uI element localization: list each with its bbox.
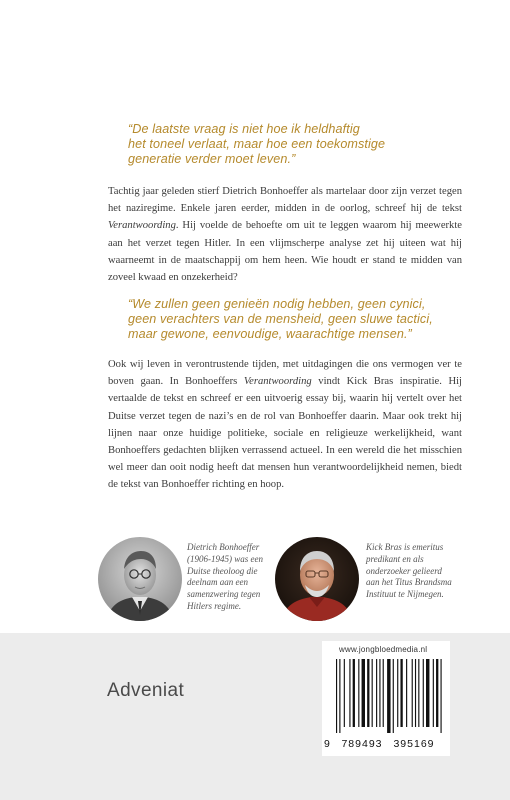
book-title-italic: Verantwoording	[243, 376, 312, 388]
body-paragraph	[108, 356, 462, 494]
bonhoeffer-bio-line: samenzwering tegen	[187, 589, 261, 600]
barcode-bar	[336, 659, 337, 733]
barcode-bar	[406, 659, 407, 727]
kick-bras-bio-line: Kick Bras is emeritus	[366, 542, 444, 552]
publisher-url: www.jongbloedmedia.nl	[339, 645, 428, 654]
bonhoeffer-bio	[187, 542, 287, 613]
barcode-bar	[412, 659, 413, 727]
barcode-bar	[379, 659, 380, 727]
isbn-group-right: 395169	[393, 738, 435, 750]
bonhoeffer-bio-line: Dietrich Bonhoeffer	[187, 542, 260, 552]
barcode-bar	[418, 659, 419, 727]
pull-quote-2-line: geen verachters van de mensheid, geen sluwe tactici,	[128, 312, 433, 326]
barcode-bar	[349, 659, 350, 727]
barcode-bar	[397, 659, 398, 727]
bonhoeffer-portrait-image	[98, 537, 182, 621]
barcode-bar	[400, 659, 402, 727]
barcode-bar	[383, 659, 384, 727]
intro-paragraph-text: Tachtig jaar geleden stierf Dietrich Bonhoeffer als martelaar door zijn verzet tegen het naziregime. Enkele jaren eerder, midden in de oorlog, schreef hij de tekst	[108, 186, 462, 215]
barcode-bar	[441, 659, 442, 733]
bonhoeffer-bio-line: Duitse theoloog die	[187, 565, 258, 576]
kick-bras-portrait	[275, 537, 359, 621]
pull-quote-1	[128, 122, 468, 167]
barcode-bar	[376, 659, 377, 727]
publisher-logo: Adveniat	[107, 680, 185, 701]
intro-paragraph-text: . Hij voelde de behoefte om uit te leggen waarom hij meewerkte aan het verzet tegen Hitler. In een vlijmscherpe analyse zet hij uiteen wat hij waarneemt in de maatschappij om hem heen. Wie houdt er stand te midden van zoveel kwaad en onzekerheid?	[108, 220, 462, 284]
barcode-bar	[362, 659, 365, 727]
bonhoeffer-portrait	[98, 537, 182, 621]
kick-bras-bio-line: onderzoeker gelieerd	[366, 565, 442, 576]
barcode-bar	[433, 659, 434, 727]
barcode-bar	[372, 659, 373, 727]
barcode-bar	[353, 659, 355, 727]
barcode-bar	[423, 659, 424, 727]
barcode-bar	[358, 659, 359, 727]
intro-paragraph	[108, 183, 462, 286]
barcode-bar	[339, 659, 340, 733]
bonhoeffer-bio-line: deelnam aan een	[187, 577, 248, 588]
barcode-bar	[344, 659, 345, 727]
body-paragraph-text: vindt Kick Bras inspiratie. Hij vertaalde de tekst en schreef er een uitvoerig essay bij, waarin hij vertelt over het Duitse verzet tegen de nazi’s en de rol van Bonhoeffer daarin. Maar ook trekt hij lijnen naar onze huidige politieke, sociale en religieuze werkelijkheid, want Bonhoeffers gedachten blijken verrassend actueel. In een wereld die het misschien wel meer dan ooit nodig heeft dat mensen hun verantwoordelijkheid nemen, biedt de tekst van Bonhoeffer richting en hoop.	[108, 376, 462, 491]
pull-quote-1-line: “De laatste vraag is niet hoe ik heldhaftig	[128, 122, 360, 136]
isbn-lead-digit: 9	[324, 738, 330, 750]
kick-bras-bio-line: Instituut te Nijmegen.	[366, 589, 444, 600]
barcode-bar	[436, 659, 438, 727]
pull-quote-1-line: het toneel verlaat, maar hoe een toekomstige	[128, 137, 386, 151]
body-paragraph-text: Ook wij leven in verontrustende tijden, met uitdagingen die ons vermogen ver te boven gaan. In Bonhoeffers	[108, 359, 462, 388]
kick-bras-bio-line: predikant en als	[366, 553, 424, 564]
barcode-bar	[393, 659, 394, 733]
pull-quote-2	[128, 297, 468, 342]
bonhoeffer-bio-line: (1906-1945) was een	[187, 553, 263, 564]
book-title-italic: Verantwoording	[108, 220, 176, 232]
pull-quote-2-line: maar gewone, eenvoudige, waarachtige mensen.”	[128, 327, 412, 341]
kick-bras-portrait-image	[275, 537, 359, 621]
barcode-bar	[426, 659, 429, 727]
bonhoeffer-bio-line: Hitlers regime.	[187, 600, 242, 611]
isbn-number	[324, 738, 450, 750]
kick-bras-bio-line: aan het Titus Brandsma	[366, 577, 452, 588]
barcode-bar	[367, 659, 369, 727]
isbn-group-left: 789493	[341, 738, 383, 750]
pull-quote-2-line: “We zullen geen genieën nodig hebben, geen cynici,	[128, 297, 426, 311]
isbn-barcode	[328, 659, 450, 733]
barcode-bar	[415, 659, 416, 727]
kick-bras-bio	[366, 542, 466, 601]
pull-quote-1-line: generatie verder moet leven.”	[128, 152, 296, 166]
barcode-bar	[387, 659, 390, 733]
